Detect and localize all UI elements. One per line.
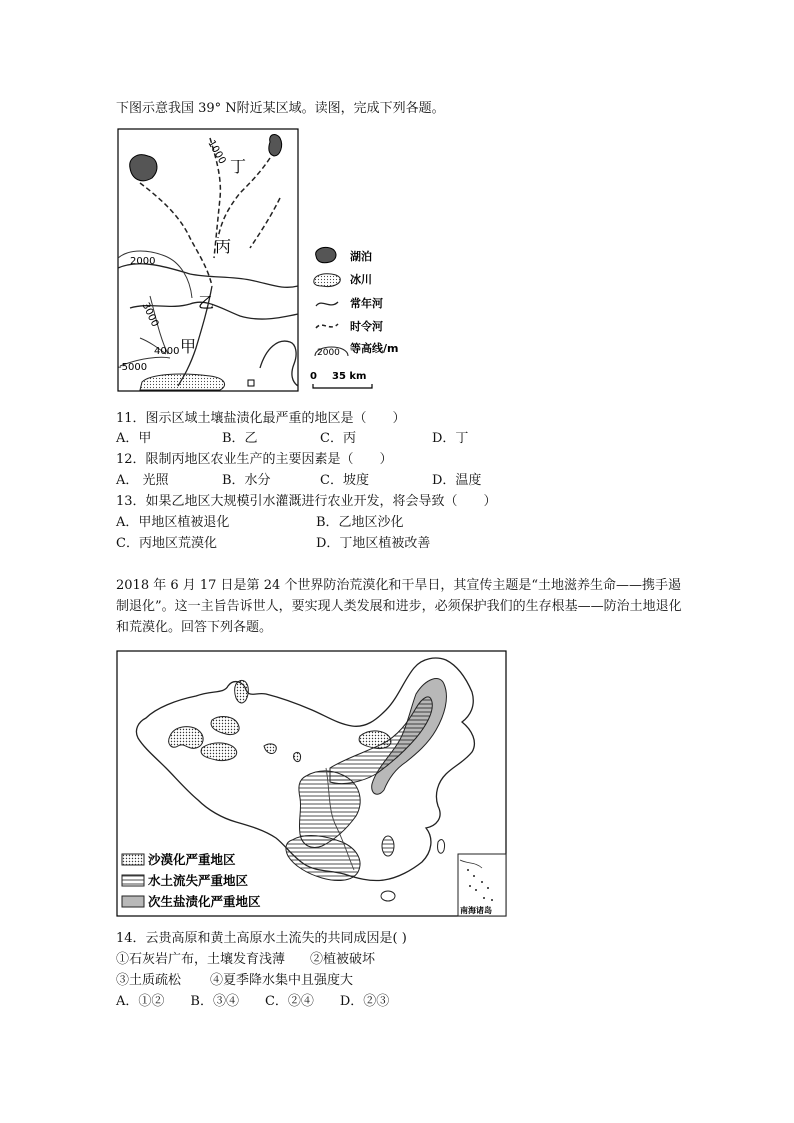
q12-stem: 12．限制丙地区农业生产的主要因素是（ ） — [116, 452, 393, 467]
q12-option-d: D．温度 — [432, 473, 482, 488]
erosion-patch-east — [382, 836, 394, 856]
map1-legend — [310, 247, 398, 388]
q13-option-b: B．乙地区沙化 — [316, 515, 404, 530]
q12-option-c: C．坡度 — [320, 473, 369, 488]
svg-text:时令河: 时令河 — [350, 320, 383, 333]
q14-option-1: ①石灰岩广布，土壤发育浅薄 — [116, 952, 286, 967]
svg-text:水土流失严重地区: 水土流失严重地区 — [148, 873, 249, 888]
q11-option-d: D．丁 — [432, 431, 469, 446]
q14-stem: 14．云贵高原和黄土高原水土流失的共同成因是( ) — [116, 931, 407, 946]
q13-option-c: C．丙地区荒漠化 — [116, 536, 217, 551]
contour-4000: 4000 — [154, 346, 180, 357]
lake-east — [269, 135, 282, 156]
legend-glacier-icon — [314, 274, 340, 287]
q12-option-a: A． 光照 — [116, 473, 169, 488]
svg-text:湖泊: 湖泊 — [350, 250, 372, 263]
desert-patch-4 — [235, 680, 249, 703]
region-map-39n — [110, 128, 420, 394]
legend-river-icon — [316, 302, 338, 306]
q11-option-c: C．丙 — [320, 431, 356, 446]
label-bing: 丙 — [215, 237, 232, 256]
q14-option-3: ③土质疏松 — [116, 973, 182, 988]
intro-text-1: 下图示意我国 39° N附近某区域。读图，完成下列各题。 — [116, 101, 445, 116]
q12-option-b: B．水分 — [222, 473, 271, 488]
legend-lake-icon — [316, 247, 336, 262]
svg-text:等高线/m: 等高线/m — [350, 342, 399, 355]
q11-option-a: A．甲 — [116, 431, 152, 446]
svg-text:0: 0 — [310, 371, 317, 382]
hainan-island — [381, 891, 395, 901]
desert-patch-7 — [294, 752, 301, 761]
contour-1000: 1000 — [205, 138, 228, 167]
contour-5000: -5000 — [118, 362, 148, 373]
q14-option-4: ④夏季降水集中且强度大 — [210, 973, 354, 988]
svg-text:2000: 2000 — [317, 348, 340, 358]
china-land-degradation-map — [116, 650, 508, 918]
q13-stem: 13．如果乙地区大规模引水灌溉进行农业开发，将会导致（ ） — [116, 494, 497, 509]
q14-choices: A．①② B．③④ C．②④ D．②③ — [116, 994, 390, 1009]
label-yi: 乙 — [198, 293, 215, 312]
contour-3000: 3000 — [139, 300, 161, 329]
intro-text-2: 2018 年 6 月 17 日是第 24 个世界防治荒漠化和干旱日，其宣传主题是“土地滋养生命——携手遏制退化”。这一主旨告诉世人，要实现人类发展和进步，必须保护我们的生存根基——防治土地退化和荒漠化。回答下列各题。 — [116, 578, 682, 635]
scale-bar — [313, 384, 372, 388]
legend-seasonal-icon — [316, 324, 338, 328]
inset-label: 南海诸岛 — [460, 906, 492, 915]
svg-text:常年河: 常年河 — [350, 297, 383, 310]
legend-erosion-icon — [122, 875, 144, 886]
q11-option-b: B．乙 — [222, 431, 258, 446]
svg-text:35 km: 35 km — [332, 371, 367, 382]
svg-text:次生盐渍化严重地区: 次生盐渍化严重地区 — [148, 894, 261, 909]
q13-option-d: D．丁地区植被改善 — [316, 536, 431, 551]
q11-stem: 11．图示区域土壤盐渍化最严重的地区是（ ） — [116, 411, 406, 426]
taiwan-island — [438, 840, 445, 854]
legend-desert-icon — [122, 854, 144, 865]
legend-salin-icon — [122, 896, 144, 907]
q14-option-2: ②植被破坏 — [310, 952, 376, 967]
glacier — [140, 374, 225, 390]
q13-option-a: A．甲地区植被退化 — [116, 515, 230, 530]
svg-text:沙漠化严重地区: 沙漠化严重地区 — [148, 852, 236, 867]
svg-text:冰川: 冰川 — [350, 273, 372, 286]
lake-west — [130, 155, 157, 181]
contour-2000: 2000 — [130, 256, 156, 267]
label-ding: 丁 — [230, 157, 247, 176]
label-jia: 甲 — [180, 337, 197, 356]
